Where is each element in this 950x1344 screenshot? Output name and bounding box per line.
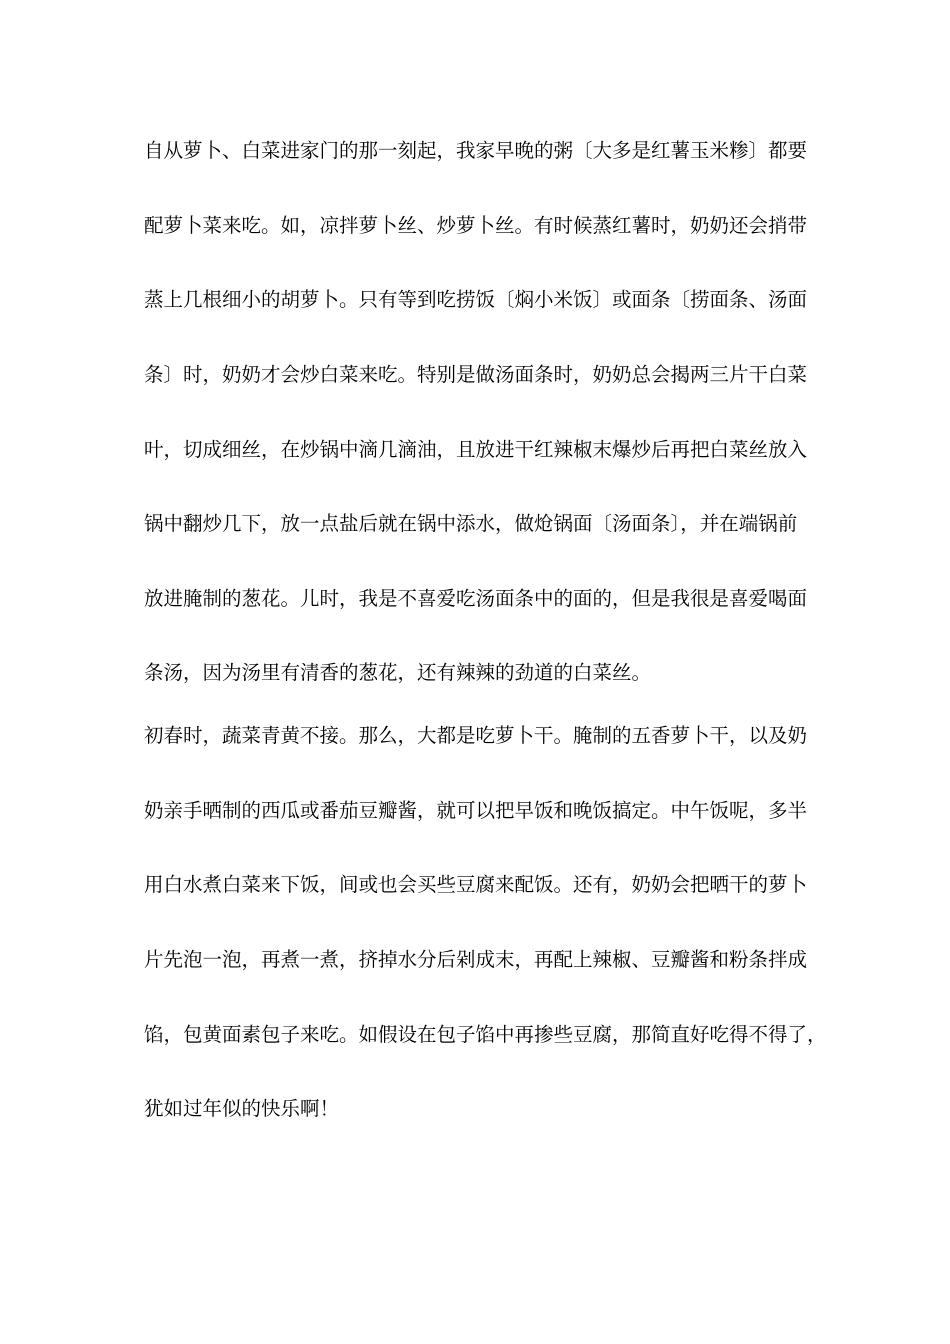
text-line: 条汤，因为汤里有清香的葱花，还有辣辣的劲道的白菜丝。 [144,661,652,684]
text-line: 自从萝卜、白菜进家门的那一刻起，我家早晚的粥〔大多是红薯玉米糁〕都要 [144,139,808,162]
text-line: 锅中翻炒几下，放一点盐后就在锅中添水，做炝锅面〔汤面条〕，并在端锅前 [144,512,798,535]
text-line: 蒸上几根细小的胡萝卜。只有等到吃捞饭〔焖小米饭〕或面条〔捞面条、汤面 [144,288,808,311]
text-line: 配萝卜菜来吃。如，凉拌萝卜丝、炒萝卜丝。有时候蒸红薯时，奶奶还会捎带 [144,214,808,237]
text-line: 片先泡一泡，再煮一煮，挤掉水分后剁成末，再配上辣椒、豆瓣酱和粉条拌成 [144,948,808,971]
text-line: 馅，包黄面素包子来吃。如假设在包子馅中再掺些豆腐，那简直好吃得不得了， [144,1023,827,1046]
text-line: 放进腌制的葱花。儿时，我是不喜爱吃汤面条中的面的，但是我很是喜爱喝面 [144,587,808,610]
text-line: 叶，切成细丝，在炒锅中滴几滴油，且放进干红辣椒末爆炒后再把白菜丝放入 [144,438,808,461]
text-line: 初春时，蔬菜青黄不接。那么，大都是吃萝卜干。腌制的五香萝卜干，以及奶 [144,724,808,747]
text-line: 用白水煮白菜来下饭，间或也会买些豆腐来配饭。还有，奶奶会把晒干的萝卜 [144,873,808,896]
text-line: 条〕时，奶奶才会炒白菜来吃。特别是做汤面条时，奶奶总会揭两三片干白菜 [144,363,808,386]
text-line: 奶亲手晒制的西瓜或番茄豆瓣酱，就可以把早饭和晚饭搞定。中午饭呢，多半 [144,799,808,822]
text-line: 犹如过年似的快乐啊！ [144,1097,340,1120]
